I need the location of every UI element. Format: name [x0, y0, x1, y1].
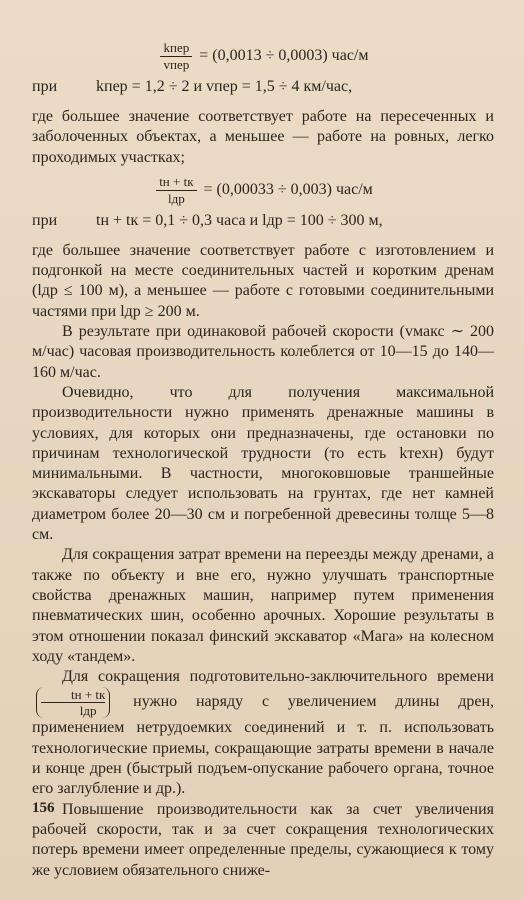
paragraph-4: Очевидно, что для получения максимальной производительности нужно применять дренажные машины в условиях, для которых они предназначены, где остановки по причинам технологической трудности (то есть kтехн) будут минимальными. В частности, многоковшовые траншейные экскаваторы следует использовать на грунтах, где нет камней диаметром более 20—30 см и погребенной древесины толще 5—8 см.	[32, 383, 494, 544]
formula-1	[32, 40, 494, 73]
formula-lead: при	[32, 211, 58, 229]
formula-text: kпер = 1,2 ÷ 2 и vпер = 1,5 ÷ 4 км/час,	[96, 78, 353, 95]
paragraph-6-end: нужно наряду с увеличением длины дрен, применением нетрудоемких соединений и т. п. использовать технологические приемы, сокращающие затраты времени в начале и конце дрен (быстрый подъем-опускание рабочего органа, точное его заглубление и др.).	[32, 693, 494, 798]
fraction-numerator: tн + tк	[156, 174, 196, 191]
formula-lead: при	[32, 78, 58, 95]
formula-rhs: = (0,0013 ÷ 0,0003) час/м	[199, 47, 369, 65]
fraction-denominator: vпер	[163, 57, 190, 72]
fraction-denominator: lдр	[79, 703, 97, 719]
paragraph-6	[32, 667, 494, 799]
paragraph-6-start: Для сокращения подготовительно-заключительного времени	[62, 668, 494, 686]
page-number: 156	[32, 800, 55, 816]
page-content	[32, 40, 494, 881]
formula-rhs: = (0,00033 ÷ 0,003) час/м	[203, 181, 373, 199]
fraction	[160, 40, 192, 73]
paragraph-5: Для сокращения затрат времени на переезды между дренами, а также по объекту и вне его, нужно улучшать транспортные свойства дренажных машин, например путем применения пневматических шин, особенно арочных. Хорошие результаты в этом отношении показал финский экскаватор «Мага» на колесном ходу «тандем».	[32, 546, 494, 665]
fraction-denominator: lдр	[167, 190, 185, 206]
paragraph-3: В результате при одинаковой рабочей скорости (vмакс ∼ 200 м/час) часовая производительность колеблется от 10—15 до 140—160 м/час.	[32, 323, 494, 381]
formula-4	[32, 211, 494, 231]
formula-3	[32, 174, 494, 207]
paragraph-2: где большее значение соответствует работе с изготовлением и подгонкой на месте соединительных частей и коротким дренам (lдр ≤ 100 м), а меньшее — работе с готовыми соединительными частями при lдр ≥ 200 м.	[32, 241, 494, 320]
fraction	[156, 174, 196, 207]
paragraph-1: где большее значение соответствует работе на пересеченных и заболоченных объектах, а меньшее — работе на ровных, легко проходимых участках;	[32, 108, 494, 166]
inline-fraction	[36, 687, 110, 718]
paragraph-7: Повышение производительности как за счет увеличения рабочей скорости, так и за счет сокращения технологических потерь времени имеет определенные пределы, сужающиеся к тому же условием обязательного сниже-	[32, 800, 494, 879]
formula-text: tн + tк = 0,1 ÷ 0,3 часа и lдр = 100 ÷ 300 м,	[96, 211, 383, 229]
formula-2	[32, 77, 494, 97]
fraction-numerator: kпер	[160, 40, 192, 57]
fraction-numerator: tн + tк	[41, 687, 105, 703]
